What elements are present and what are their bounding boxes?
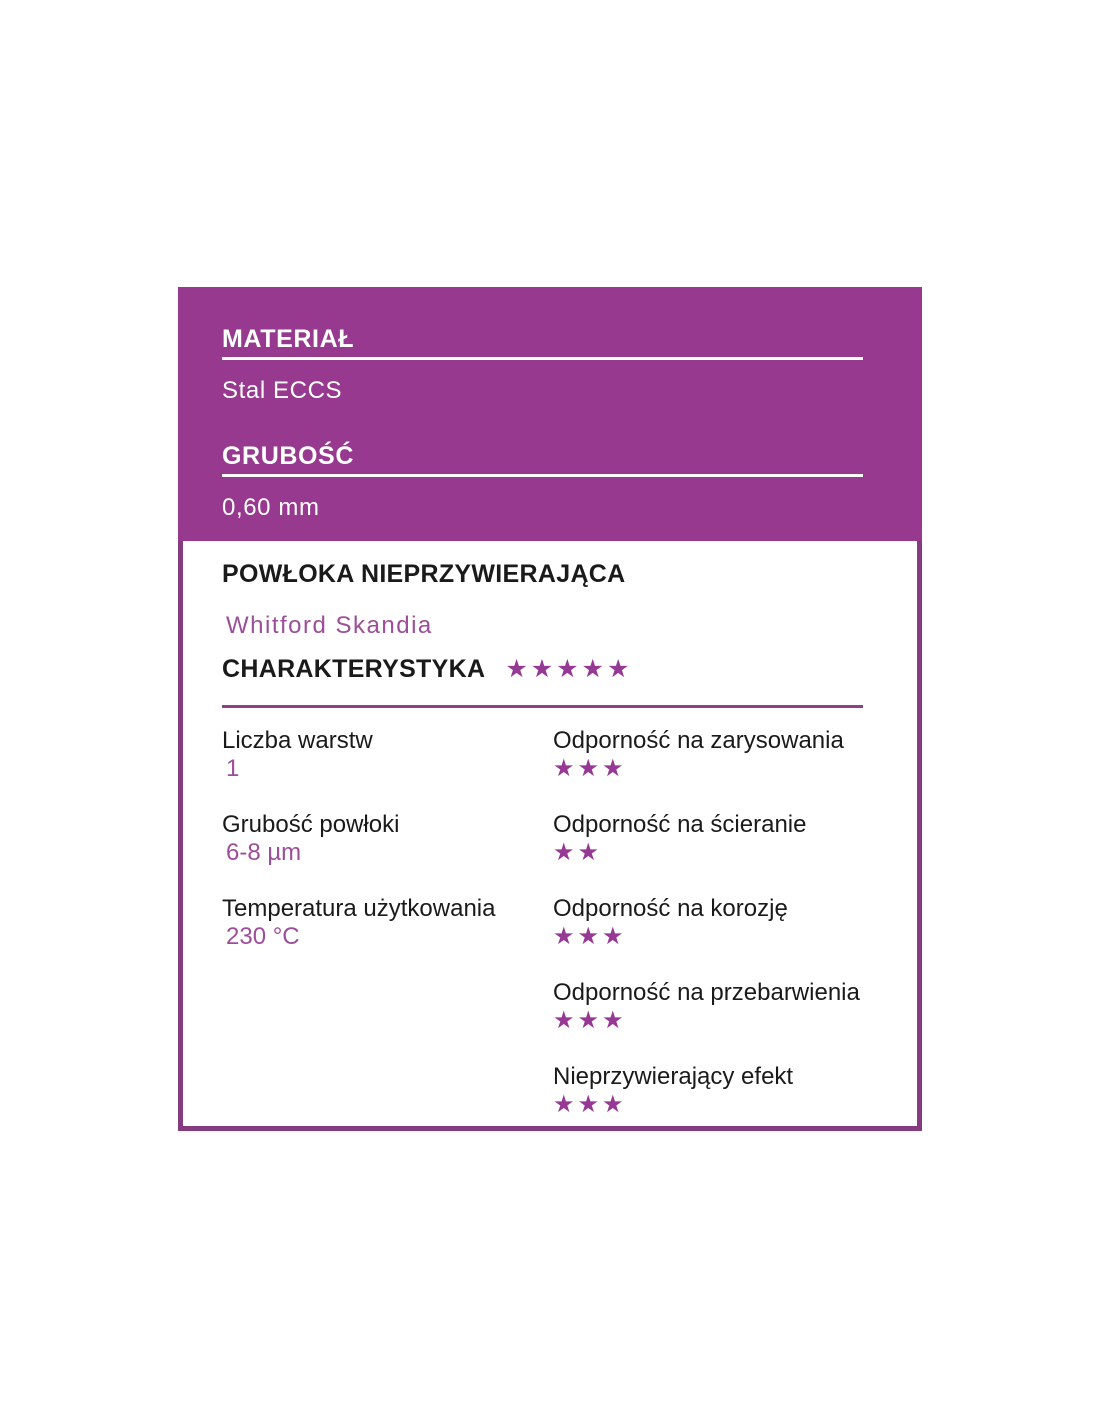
- property-value: 1: [226, 755, 240, 782]
- property-value: 6-8 µm: [226, 839, 302, 866]
- thickness-section: [222, 442, 863, 522]
- properties-grid: [222, 727, 917, 1131]
- property-label: Odporność na korozję: [553, 895, 788, 922]
- property-item: [553, 727, 917, 783]
- property-label: Odporność na ścieranie: [553, 811, 807, 838]
- properties-column-right: [553, 727, 917, 1131]
- property-item: [553, 895, 917, 951]
- property-label: Odporność na przebarwienia: [553, 979, 860, 1006]
- characteristics-row: [222, 655, 917, 684]
- property-label: Odporność na zarysowania: [553, 727, 844, 754]
- property-label: Grubość powłoki: [222, 811, 400, 838]
- material-underline: [222, 357, 863, 360]
- property-item: [222, 727, 553, 783]
- property-rating-stars: ★★: [553, 839, 603, 866]
- material-section: [222, 325, 863, 405]
- characteristics-heading: CHARAKTERYSTYKA: [222, 655, 486, 683]
- property-rating-stars: ★★★: [553, 755, 627, 782]
- thickness-underline: [222, 474, 863, 477]
- thickness-heading: GRUBOŚĆ: [222, 442, 354, 470]
- property-item: [553, 811, 917, 867]
- product-spec-panel: [178, 287, 922, 1131]
- material-heading: MATERIAŁ: [222, 325, 355, 353]
- coating-title: POWŁOKA NIEPRZYWIERAJĄCA: [222, 560, 626, 588]
- characteristics-rating-stars: ★★★★★: [505, 655, 633, 683]
- thickness-value: 0,60 mm: [222, 494, 320, 521]
- material-header-section: [178, 287, 922, 541]
- property-label: Liczba warstw: [222, 727, 373, 754]
- property-rating-stars: ★★★: [553, 1091, 627, 1118]
- property-label: Nieprzywierający efekt: [553, 1063, 794, 1090]
- material-value: Stal ECCS: [222, 377, 343, 404]
- property-rating-stars: ★★★: [553, 1007, 627, 1034]
- characteristics-divider: [222, 705, 863, 708]
- property-rating-stars: ★★★: [553, 923, 627, 950]
- properties-column-left: [222, 727, 553, 1131]
- coating-brand-value: Whitford Skandia: [226, 612, 433, 639]
- coating-section: [178, 541, 922, 1131]
- property-item: [222, 895, 553, 951]
- property-item: [553, 1063, 917, 1119]
- property-item: [553, 979, 917, 1035]
- property-item: [222, 811, 553, 867]
- property-label: Temperatura użytkowania: [222, 895, 496, 922]
- property-value: 230 °C: [226, 923, 300, 950]
